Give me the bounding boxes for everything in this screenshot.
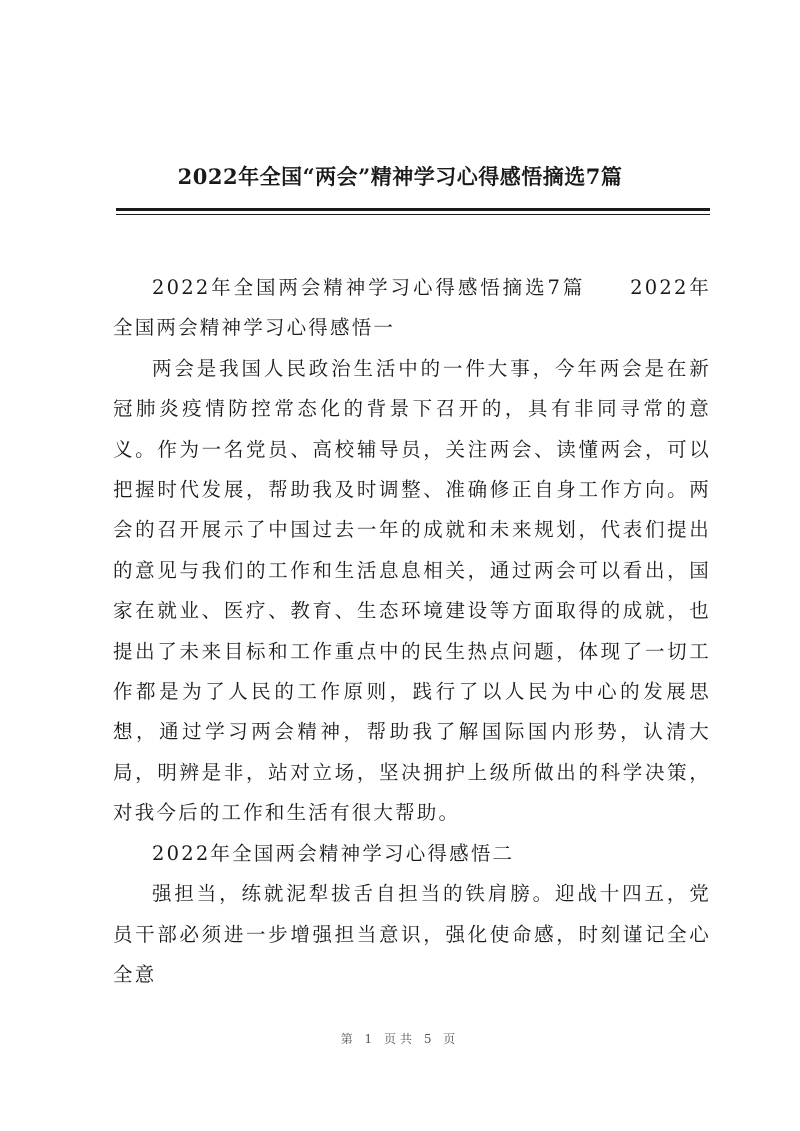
- document-body: [113, 268, 711, 995]
- title-rule-thick: [116, 208, 710, 211]
- title-rule-thin: [116, 214, 710, 215]
- paragraph-heading-two: 2022年全国两会精神学习心得感悟二: [152, 841, 515, 865]
- document-title: 2022年全国“两会”精神学习心得感悟摘选7篇: [177, 164, 623, 189]
- paragraph-two: 强担当，练就泥犁拔舌自担当的铁肩膀。迎战十四五，党员干部必须进一步增强担当意识，强化使命感，时刻谨记全心全意: [113, 882, 711, 986]
- paragraph-intro: 2022年全国两会精神学习心得感悟摘选7篇 2022年全国两会精神学习心得感悟一: [113, 276, 711, 340]
- paragraph-one: 两会是我国人民政治生活中的一件大事，今年两会是在新冠肺炎疫情防控常态化的背景下召开的，具有非同寻常的意义。作为一名党员、高校辅导员，关注两会、读懂两会，可以把握时代发展，帮助我及时调整、准确修正自身工作方向。两会的召开展示了中国过去一年的成就和未来规划，代表们提出的意见与我们的工作和生活息息相关，通过两会可以看出，国家在就业、医疗、教育、生态环境建设等方面取得的成就，也提出了未来目标和工作重点中的民生热点问题，体现了一切工作都是为了人民的工作原则，践行了以人民为中心的发展思想，通过学习两会精神，帮助我了解国际国内形势，认清大局，明辨是非，站对立场，坚决拥护上级所做出的科学决策，对我今后的工作和生活有很大帮助。: [113, 356, 711, 825]
- page-footer: 第 1 页共 5 页: [340, 1032, 460, 1046]
